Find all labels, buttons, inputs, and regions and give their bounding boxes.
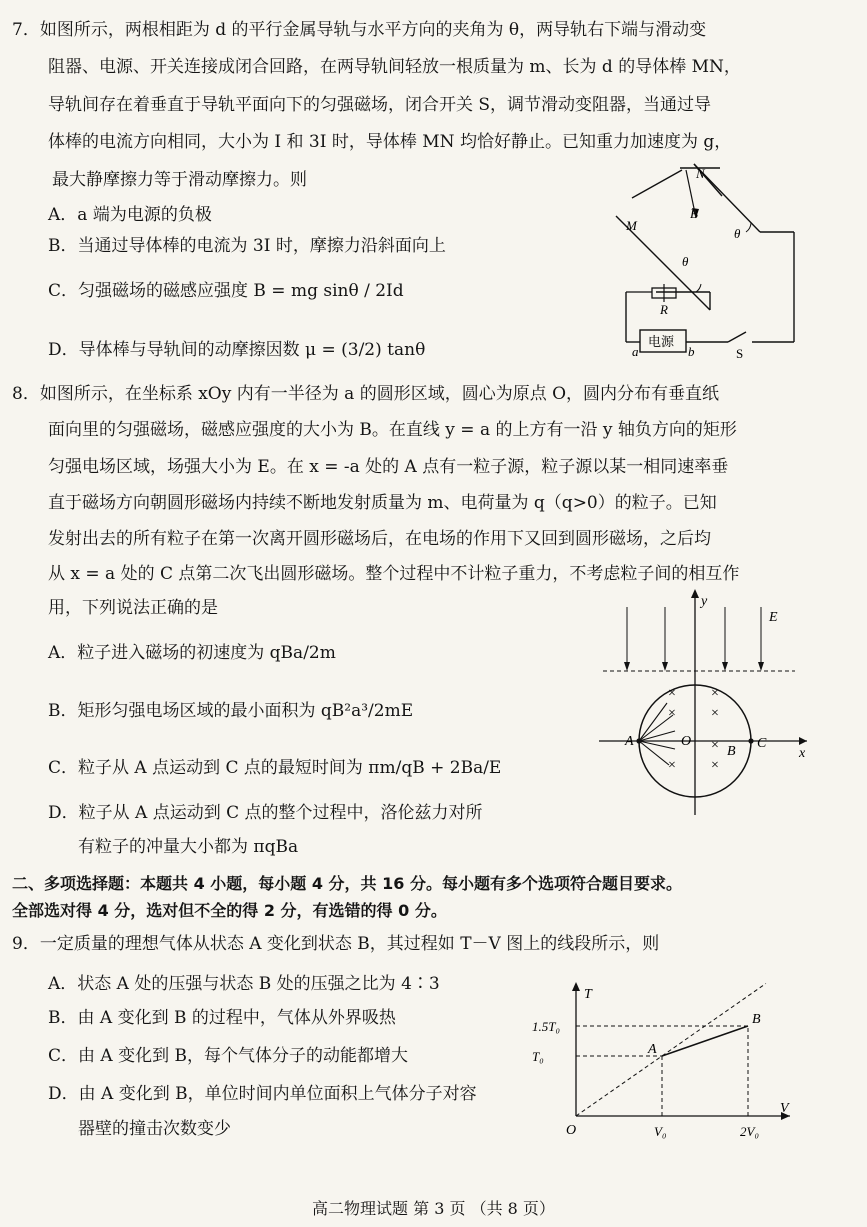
svg-text:×: × xyxy=(668,686,676,701)
label-theta-bottom: θ xyxy=(682,254,689,269)
q9-stem: 9．一定质量的理想气体从状态 A 变化到状态 B，其过程如 T－V 图上的线段所示，则 xyxy=(12,934,660,954)
label-power-source: 电源 xyxy=(648,334,675,349)
q8-option-d-line-1: D．粒子从 A 点运动到 C 点的整个过程中，洛伦兹力对所 xyxy=(48,803,483,823)
svg-text:×: × xyxy=(668,758,676,773)
q7-line-2: 阻器、电源、开关连接成闭合回路，在两导轨间轻放一根质量为 m、长为 d 的导体棒 MN， xyxy=(48,57,741,77)
q7-option-d: D．导体棒与导轨间的动摩擦因数 μ = (3/2) tanθ xyxy=(48,340,426,360)
label-M: M xyxy=(626,218,637,233)
q7-option-a: A．a 端为电源的负极 xyxy=(48,205,212,225)
q8-line-5: 发射出去的所有粒子在第一次离开圆形磁场后，在电场的作用下又回到圆形磁场，之后均 xyxy=(48,529,711,549)
origin-label: O xyxy=(566,1123,577,1138)
section2-heading-line-2: 全部选对得 4 分，选对但不全的得 2 分，有选错的得 0 分。 xyxy=(12,901,447,920)
label-x-axis: x xyxy=(799,746,806,761)
q7-figure-rails-circuit xyxy=(610,160,810,360)
q7-line-4: 体棒的电流方向相同，大小为 I 和 3I 时，导体棒 MN 均恰好静止。已知重力加速度为 g， xyxy=(48,132,732,152)
label-A: A xyxy=(625,734,634,749)
label-B-field: B xyxy=(690,206,698,221)
q7-option-c: C．匀强磁场的磁感应强度 B = mg sinθ / 2Id xyxy=(48,281,404,301)
y-tick-label: 1.5T₀ xyxy=(532,1019,560,1034)
label-b: b xyxy=(688,344,695,359)
svg-text:×: × xyxy=(711,738,719,753)
series-line-a-to-b xyxy=(662,1026,748,1056)
q8-figure-magnetic-circle xyxy=(595,585,820,820)
cross-marks xyxy=(668,686,719,773)
q9-option-d-line-1: D．由 A 变化到 B，单位时间内单位面积上气体分子对容 xyxy=(48,1084,477,1104)
rails-circuit-svg xyxy=(610,160,810,360)
label-B: B xyxy=(727,744,736,759)
q9-option-b: B．由 A 变化到 B 的过程中，气体从外界吸热 xyxy=(48,1008,396,1028)
q9-figure-tv-graph xyxy=(528,976,798,1151)
tv-chart-svg xyxy=(528,976,798,1151)
label-N: N xyxy=(696,166,705,181)
q8-line-3: 匀强电场区域，场强大小为 E。在 x = -a 处的 A 点有一粒子源，粒子源以某一相同速率垂 xyxy=(48,457,729,477)
label-E: E xyxy=(769,610,778,625)
isobaric-dashed-line xyxy=(576,984,766,1116)
v-axis-label: V xyxy=(780,1101,789,1116)
label-R: R xyxy=(660,302,668,317)
page-footer: 高二物理试题 第 3 页 （共 8 页） xyxy=(312,1199,555,1218)
x-tick-label: V₀ xyxy=(654,1124,667,1139)
q9-option-a: A．状态 A 处的压强与状态 B 处的压强之比为 4∶3 xyxy=(48,974,440,994)
magnetic-circle-svg xyxy=(595,585,820,820)
t-axis-label: T xyxy=(584,987,592,1002)
q7-line-5: 最大静摩擦力等于滑动摩擦力。则 xyxy=(52,170,307,190)
q7-option-b: B．当通过导体棒的电流为 3I 时，摩擦力沿斜面向上 xyxy=(48,236,446,256)
q8-line-2: 面向里的匀强磁场，磁感应强度的大小为 B。在直线 y = a 的上方有一沿 y 轴负方向的矩形 xyxy=(48,420,737,440)
x-tick-label: 2V₀ xyxy=(740,1124,759,1139)
q9-option-d-line-2: 器壁的撞击次数变少 xyxy=(78,1119,231,1139)
q8-option-d-line-2: 有粒子的冲量大小都为 πqBa xyxy=(78,837,299,857)
q8-line-1: 8．如图所示，在坐标系 xOy 内有一半径为 a 的圆形区域，圆心为原点 O，圆内分布有垂直纸 xyxy=(12,384,720,404)
point-label-A: A xyxy=(648,1042,657,1057)
y-tick-label: T₀ xyxy=(532,1049,544,1064)
svg-text:×: × xyxy=(668,706,676,721)
q8-option-c: C．粒子从 A 点运动到 C 点的最短时间为 πm/qB + 2Ba/E xyxy=(48,758,502,778)
svg-text:×: × xyxy=(711,706,719,721)
point-label-B: B xyxy=(752,1012,761,1027)
section2-heading-line-1: 二、多项选择题：本题共 4 小题，每小题 4 分，共 16 分。每小题有多个选项符合题目要求。 xyxy=(12,874,682,893)
svg-text:×: × xyxy=(711,686,719,701)
q8-option-a: A．粒子进入磁场的初速度为 qBa/2m xyxy=(48,643,336,663)
label-S: S xyxy=(736,346,744,360)
label-theta-top: θ xyxy=(734,226,741,241)
label-a: a xyxy=(632,344,639,359)
label-C: C xyxy=(757,736,767,751)
q8-option-b: B．矩形匀强电场区域的最小面积为 qB²a³/2mE xyxy=(48,701,414,721)
svg-text:×: × xyxy=(711,758,719,773)
label-O: O xyxy=(681,734,692,749)
q8-line-6: 从 x = a 处的 C 点第二次飞出圆形磁场。整个过程中不计粒子重力，不考虑粒子间的相互作 xyxy=(48,564,740,584)
q8-line-7: 用，下列说法正确的是 xyxy=(48,598,218,618)
q9-option-c: C．由 A 变化到 B，每个气体分子的动能都增大 xyxy=(48,1046,408,1066)
q8-line-4: 直于磁场方向朝圆形磁场内持续不断地发射质量为 m、电荷量为 q（q>0）的粒子。已知 xyxy=(48,493,717,513)
q7-line-1: 7．如图所示，两根相距为 d 的平行金属导轨与水平方向的夹角为 θ，两导轨右下端与滑动变 xyxy=(12,20,707,40)
q7-line-3: 导轨间存在着垂直于导轨平面向下的匀强磁场，闭合开关 S，调节滑动变阻器，当通过导 xyxy=(48,95,712,115)
label-y-axis: y xyxy=(701,594,708,609)
